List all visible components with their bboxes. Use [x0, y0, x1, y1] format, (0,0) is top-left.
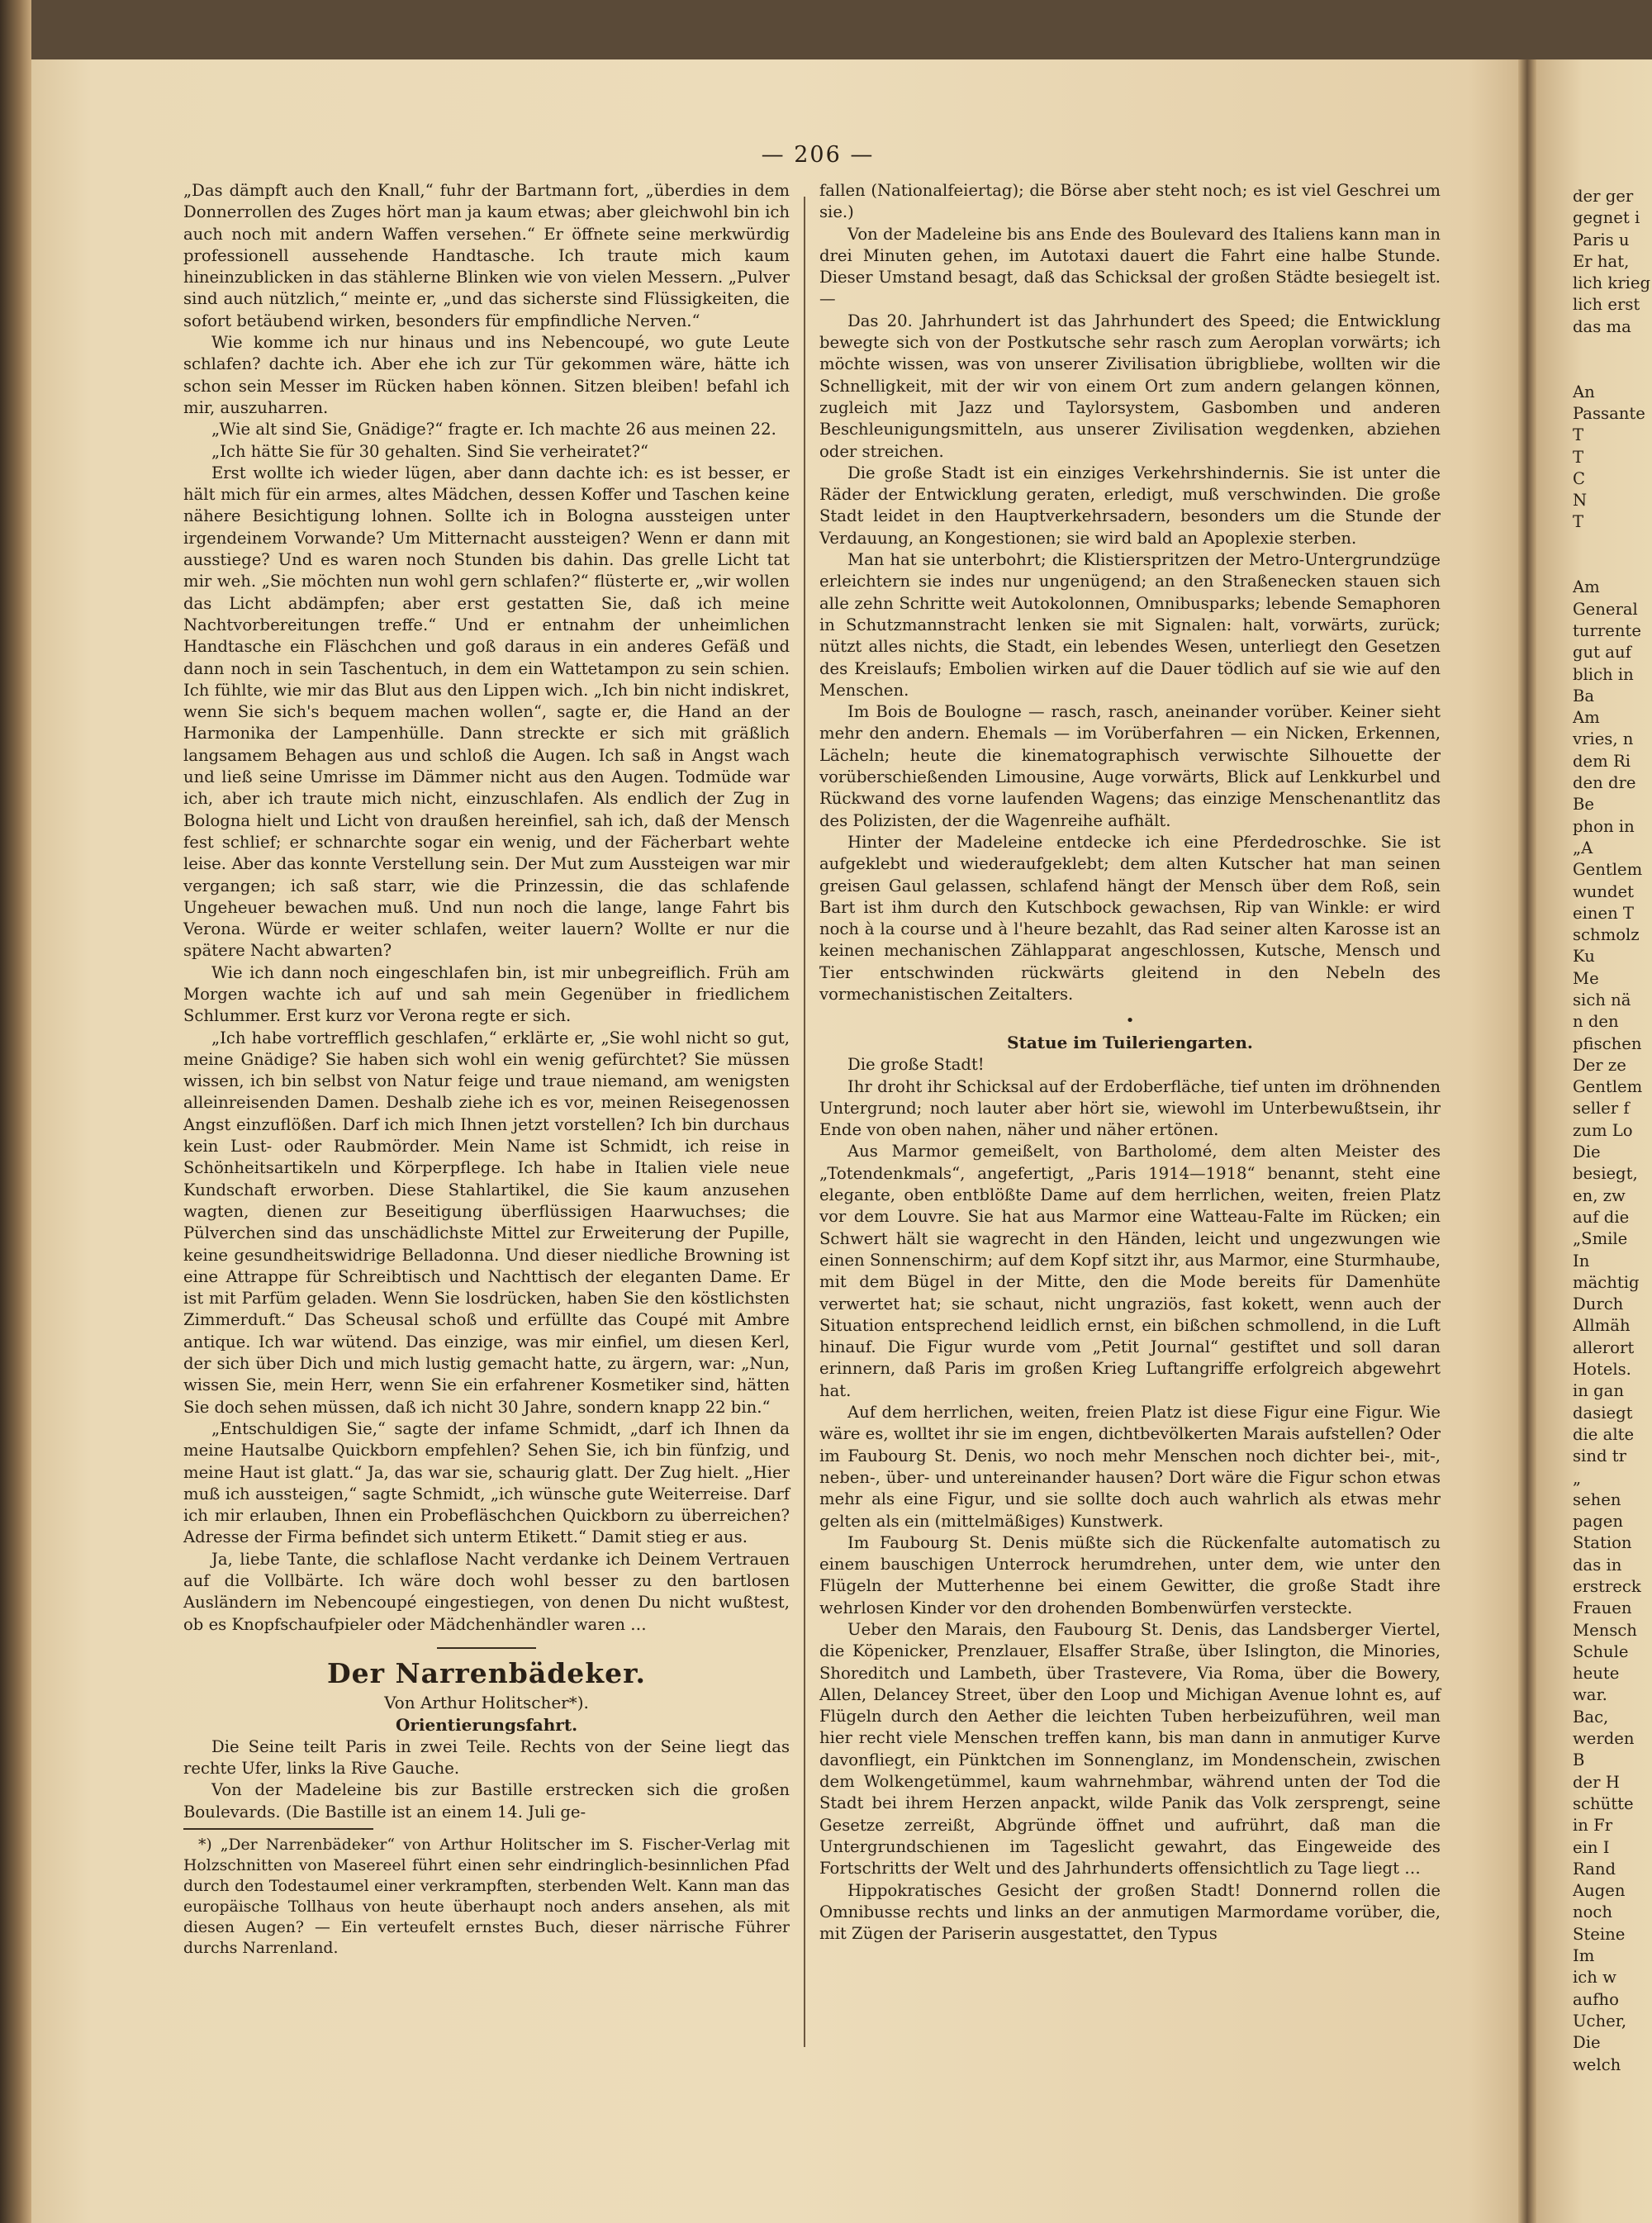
line-fragment: Passante [1573, 403, 1645, 423]
footnote-text: *) „Der Narrenbädeker“ von Arthur Holitscher im S. Fischer-Verlag mit Holzschnitten von Masereel führt einen sehr eindringlich-besinnlichen Pfad durch den Todestaumel einer verkrampften, sterbenden Welt. Kann man das europäische Tollhaus von heute überhaupt noch anders ansehen, als mit diesen Augen? — Ein verteufelt ernstes Buch, dieser närrische Führer durchs Narrenland. [183, 1836, 790, 1958]
paragraph: Wie ich dann noch eingeschlafen bin, ist mir unbegreiflich. Früh am Morgen wachte ich auf und sah mein Gegenüber in friedlichem Schlummer. Erst kurz vor Verona regte er sich. [183, 962, 790, 1026]
paragraph: „Entschuldigen Sie,“ sagte der infame Schmidt, „darf ich Ihnen da meine Hautsalbe Quickborn empfehlen? Sehen Sie, ich bin fünfzig, und meine Haut ist glatt.“ Ja, das war sie, schaurig glatt. Der Zug hielt. „Hier muß ich aussteigen,“ sagte Schmidt, „ich wünsche gute Weiterreise. Darf ich mir erlauben, Ihnen ein Probefläschchen Quickborn zu überreichen? Adresse der Firma befindet sich unterm Etikett.“ Damit stieg er aus. [183, 1418, 790, 1547]
article-subheading: Orientierungsfahrt. [395, 1714, 578, 1735]
line-fragment: dasiegt [1573, 1403, 1633, 1423]
book-gutter [1518, 59, 1536, 2223]
column-right-cut-off [1573, 186, 1652, 2076]
line-fragment: seller f [1573, 1099, 1630, 1119]
paragraph: Hippokratisches Gesicht der großen Stadt! Donnernd rollen die Omnibusse rechts und links an der anmutigen Marmordame vorüber, die, mit Zügen der Pariserin ausgestattet, den Typus [819, 1880, 1441, 1944]
line-fragment: noch [1573, 1902, 1613, 1922]
story-paragraphs [183, 180, 790, 1636]
paragraph: Von der Madeleine bis zur Bastille erstrecken sich die großen Boulevards. (Die Bastille ist an einem 14. Juli ge- [183, 1780, 790, 1822]
line-fragment: wundet [1573, 881, 1635, 901]
line-fragment: Rand [1573, 1859, 1616, 1879]
footnote [183, 1835, 790, 1959]
paragraph: „Ich habe vortrefflich geschlafen,“ erklärte er, „Sie wohl nicht so gut, meine Gnädige? Sie haben sich wohl ein wenig gefürchtet? Sie müssen wissen, ich bin selbst von Natur feige und traue niemand, am wenigsten alleinreisenden Damen. Deshalb ziehe ich es vor, meinen Reisegenossen Angst einzuflößen. Darf ich mich Ihnen jetzt vorstellen? Ich bin durchaus kein Lust- oder Raubmörder. Mein Name ist Schmidt, ich reise in Schönheitsartikeln und Körperpflege. Ich habe in Italien viele neue Kundschaft erworben. Diese Stahlartikel, die Sie kaum anzusehen wagten, dienen zur Beseitigung überflüssigen Haarwuchses; die Pülverchen sind das unschädlichste Mittel zur Erweiterung der Pupille, keine gesundheitswidrige Belladonna. Und dieser niedliche Browning ist eine Attrappe für Schreibtisch und Nachttisch der eleganten Dame. Er ist mit Parfüm geladen. Wenn Sie losdrücken, haben Sie den köstlichsten Zimmerduft.“ Das Scheusal schoß und erfüllte das Coupé mit Ambre antique. Ich war wütend. Das einzige, was mir einfiel, um diesen Kerl, der sich über Dich und mich lustig gemacht hatte, zu ärgern, war: „Nun, wissen Sie, mein Herr, wenn Sie ein erfahrener Kosmetiker sind, hätten Sie doch sehen müssen, daß ich nicht 30 Jahre, sondern knapp 22 bin.“ [183, 1028, 790, 1417]
line-fragment: In [1573, 1251, 1590, 1271]
article-byline: Von Arthur Holitscher*). [384, 1692, 589, 1712]
line-fragment: heute [1573, 1664, 1620, 1684]
line-fragment: Durch [1573, 1294, 1624, 1314]
line-fragment: werden [1573, 1729, 1635, 1749]
line-fragment: turrente [1573, 620, 1641, 640]
line-fragment: Ucher, [1573, 2011, 1627, 2031]
line-fragment: erstreck [1573, 1577, 1641, 1596]
line-fragment: pfischen [1573, 1033, 1642, 1053]
line-fragment: N [1573, 491, 1588, 511]
line-fragment: schütte [1573, 1793, 1634, 1813]
line-fragment: aufho [1573, 1989, 1619, 2009]
paragraph: Ueber den Marais, den Faubourg St. Denis, das Landsberger Viertel, die Köpenicker, Prenzlauer, Elsaffer Straße, über Islington, die Minories, Shoreditch und Lambeth, über Trastevere, Via Roma, über die Bowery, Allen, Delancey Street, über den Loop und Michigan Avenue lohnt es, auf Flügeln durch den Aether die leichten Tuben herbeizuführen, weil man hier recht viele Menschen treffen kann, bis man dann in anmutiger Kurve davonfliegt, ein Pünktchen im Sonnenglanz, im Mondenschein, zwischen dem Wolkengetümmel, kaum wahrnehmbar, während unten der Tod die Stadt bei ihrem Herzen anpackt, wilde Panik das Volk zersprengt, seine Gesetze zerreißt, Abgründe öffnet und aufrührt, daß man die Untergrundschienen im Tageslicht gewahrt, das Eingeweide des Fortschritts der Welt und des Jahrhunderts offensichtlich zu Tage liegt … [819, 1620, 1441, 1879]
line-fragment: mächtig [1573, 1272, 1640, 1292]
line-fragment: Im [1573, 1946, 1595, 1966]
line-fragment: Augen [1573, 1881, 1626, 1901]
column-left [183, 180, 790, 1959]
paragraph: Hinter der Madeleine entdecke ich eine Pferdedroschke. Sie ist aufgeklebt und wiederaufgeklebt; dem alten Kutscher hat man seinen greisen Gaul gelassen, schlafend hängt der Mensch über dem Roß, sein Bart ist ihm durch den Kutschbock gewachsen, Rip van Winkle: er wird noch à la course und à l'heure bezahlt, das Rad seiner alten Karosse ist an keinen mechanischen Zählapparat angeschlossen, Kutsche, Mensch und Tier entschwinden rückwärts gleitend in den Nebeln des vormechanistischen Zeitalters. [819, 832, 1441, 1004]
line-fragment: Station [1573, 1533, 1632, 1553]
line-fragment: en, zw [1573, 1185, 1626, 1205]
line-fragment: gegnet i [1573, 208, 1640, 228]
paragraph: „Wie alt sind Sie, Gnädige?“ fragte er. Ich machte 26 aus meinen 22. [211, 420, 776, 439]
line-fragment: ich w [1573, 1968, 1616, 1988]
line-fragment: Er hat, [1573, 251, 1630, 271]
line-fragment: in Fr [1573, 1816, 1613, 1836]
line-fragment: lich erst [1573, 295, 1640, 315]
line-fragment: T [1573, 425, 1584, 445]
line-fragment: Steine [1573, 1924, 1626, 1944]
paragraph: Das 20. Jahrhundert ist das Jahrhundert des Speed; die Entwicklung bewegte sich von der Postkutsche sehr rasch zum Aeroplan vorwärts; ich möchte wissen, was von unserer Zivilisation übrigbliebe, wollten wir die Schnelligkeit, mit der wir von einem Ort zum andern gelangen können, zugleich mit Jazz und Taylorsystem, Gasbomben und anderen Beschleunigungsmitteln, aus unserer Zivilisation wegdenken, abziehen oder streichen. [819, 311, 1441, 461]
line-fragment: Die [1573, 2033, 1601, 2053]
line-fragment: vries, n [1573, 729, 1634, 749]
line-fragment: einen T [1573, 903, 1634, 923]
paragraph: Auf dem herrlichen, weiten, freien Platz ist diese Figur eine Figur. Wie wäre es, wolltet ihr sie im engen, dichtbevölkerten Marais aufstellen? Oder im Faubourg St. Denis, wo noch mehr Menschen noch dichter bei-, mit-, neben-, über- und untereinander hausen? Dort wäre die Figur schon etwas mehr als eine Figur, und sie sollte doch auch wahrlich als etwas mehr gelten als ein (mittelmäßiges) Kunstwerk. [819, 1403, 1441, 1531]
line-fragment [1573, 534, 1652, 555]
line-fragment: Me [1573, 968, 1599, 988]
paragraph: Im Faubourg St. Denis müßte sich die Rückenfalte automatisch zu einem bauschigen Unterrock herumdrehen, unter dem, wie unter den Flügeln der Mutterhenne bei einem Gewitter, die große Stadt ihre wehrlosen Kinder vor den drohenden Bombenwürfen versteckte. [819, 1532, 1441, 1617]
line-fragment: C [1573, 468, 1585, 488]
paragraph: Von der Madeleine bis ans Ende des Boulevard des Italiens kann man in drei Minuten gehen, im Autotaxi dauert die Fahrt eine halbe Stunde. Dieser Umstand besagt, daß das Schicksal der großen Städte besiegelt ist. — [819, 224, 1441, 309]
line-fragment: der H [1573, 1772, 1620, 1792]
line-fragment: Ba [1573, 686, 1595, 705]
section-bullet: • [1125, 1012, 1135, 1030]
line-fragment: besiegt, [1573, 1164, 1638, 1184]
paragraph: Ihr droht ihr Schicksal auf der Erdoberfläche, tief unten im dröhnenden Untergrund; noch lauter aber hört sie, wiewohl im Unterbewußtsein, ihr Ende von oben nahen, näher und näher ertönen. [819, 1076, 1441, 1140]
line-fragment: das ma [1573, 316, 1631, 336]
line-fragment: allerort [1573, 1337, 1635, 1357]
paragraph: „Das dämpft auch den Knall,“ fuhr der Bartmann fort, „überdies in dem Donnerrollen des Zuges hört man ja kaum etwas; aber gleichwohl bin ich auch noch mit andern Waffen versehen.“ Er öffnete seine merkwürdig professionell aussehende Handtasche. Ich traute mich kaum hineinzublicken in das stählerne Blinken wie von vielen Messern. „Pulver sind auch nützlich,“ meinte er, „und das sicherste sind Flüssigkeiten, die sofort betäubend wirken, besonders für empfindliche Nerven.“ [183, 181, 790, 330]
section-divider [437, 1647, 536, 1649]
paragraph: Wie komme ich nur hinaus und ins Nebencoupé, wo gute Leute schlafen? dachte ich. Aber ehe ich zur Tür gekommen wäre, hätte ich schon sein Messer im Rücken haben können. Sitzen bleiben! befahl ich mir, auszuharren. [183, 333, 790, 417]
line-fragment [1573, 338, 1652, 359]
line-fragment: Hotels. [1573, 1360, 1631, 1380]
line-fragment: „ [1573, 1468, 1582, 1488]
line-fragment: sehen [1573, 1489, 1621, 1509]
line-fragment [1573, 359, 1652, 381]
line-fragment: Gentlem [1573, 1077, 1643, 1097]
line-fragment: Bac, [1573, 1707, 1609, 1727]
page-number: — 206 — [761, 142, 875, 168]
line-fragment: Paris u [1573, 230, 1630, 249]
paragraph: Ja, liebe Tante, die schlaflose Nacht verdanke ich Deinem Vertrauen auf die Vollbärte. Ich wäre doch wohl besser zu den bartlosen Ausländern im Nebencoupé eingestiegen, von denen Du nicht wußtest, ob es Knopfschaufpieler oder Mädchenhändler waren … [183, 1549, 790, 1634]
line-fragment: Be [1573, 795, 1594, 815]
line-fragment: n den [1573, 1012, 1619, 1032]
line-fragment: T [1573, 447, 1584, 467]
line-fragment: auf die [1573, 1207, 1630, 1227]
line-fragment: Gentlem [1573, 860, 1643, 880]
line-fragment: „A [1573, 838, 1593, 857]
line-fragment: An [1573, 382, 1595, 401]
article-title: Der Narrenbädeker. [326, 1656, 647, 1689]
paragraph: Erst wollte ich wieder lügen, aber dann dachte ich: es ist besser, er hält mich für ein armes, altes Mädchen, dessen Koffer und Taschen keine nähere Besichtigung lohnen. Sollte ich in Bologna aussteigen unter irgendeinem Vorwande? Um Mitternacht aussteigen? Wenn er dann mit ausstiege? Und es waren noch Stunden bis dahin. Das grelle Licht tat mir weh. „Sie möchten nun wohl gern schlafen?“ flüsterte er, „wir wollen das Licht abdämpfen; aber erst gestatten Sie, daß ich meine Nachtvorbereitungen treffe.“ Und er entnahm der unheimlichen Handtasche ein Fläschchen und goß daraus in ein anderes Gefäß und dann noch in sein Taschentuch, in dem ein Wattetampon zu sein schien. Ich fühlte, wie mir das Blut aus den Lippen wich. „Ich bin nicht indiskret, wenn Sie sich's bequem machen wollen“, sagte er, die Hand an der Harmonika der Lampenhülle. Dann streckte er sich mit gräßlich langsamem Behagen aus und schloß die Augen. Ich saß in Angst wach und ließ seine Umrisse im Dämmer nicht aus den Augen. Todmüde war ich, aber ich traute mich nicht, einzuschlafen. Als endlich der Zug in Bologna hielt und Licht von draußen hereinfiel, sah ich, daß der Mensch fest schlief; er schnarchte sogar ein wenig, und der Fächerbart wehte leise. Aber das konnte Verstellung sein. Der Mut zum Aussteigen war mir vergangen; ich saß starr, wie die Prinzessin, die das schlafende Ungeheuer bewachen muß. Und nun noch die lange, lange Fahrt bis Verona. Würde er weiter schlafen, weiter lauern? Wollte er nur die spätere Nacht abwarten? [183, 463, 790, 961]
column-rule [804, 197, 805, 2047]
paragraph: „Ich hätte Sie für 30 gehalten. Sind Sie verheiratet?“ [211, 441, 648, 461]
paragraph: Die große Stadt ist ein einziges Verkehrshindernis. Sie ist unter die Räder der Entwicklung geraten, erledigt, muß verschwinden. Die große Stadt leidet in den Hauptverkehrsadern, besonders um die Stunde der Verdauung, an Kongestionen; sie wird bald an Apoplexie sterben. [819, 463, 1441, 548]
line-fragment: lich krieg [1573, 273, 1650, 293]
paragraph: Im Bois de Boulogne — rasch, rasch, aneinander vorüber. Keiner sieht mehr den andern. Ehemals — im Vorüberfahren — ein Nicken, Erkennen, Lächeln; heute die kinematographisch verwischte Silhouette der vorüberschießenden Limousine, Auge vorwärts, Blick auf Lenkkurbel und Rückwand des vorne laufenden Wagens; das einzige Menschenantlitz das des Polizisten, der die Wagenreihe aufhält. [819, 702, 1441, 830]
paragraph: Man hat sie unterbohrt; die Klistierspritzen der Metro-Untergrundzüge erleichtern sie indes nur ungenügend; an den Straßenecken stauen sich alle zehn Schritte weit Autokolonnen, Omnibusparks; lebende Semaphoren in Schutzmannstracht lenken sie mit Signalen: halt, vorwärts, zurück; nützt alles nichts, die Stadt, ein lebendes Wesen, unterliegt den Gesetzen des Kreislaufs; Embolien wirken auf die Dauer tödlich auf sie wie auf den Menschen. [819, 550, 1441, 700]
line-fragment: T [1573, 512, 1584, 532]
line-fragment: das in [1573, 1555, 1622, 1575]
column-middle [819, 180, 1441, 1945]
paragraph: Die Seine teilt Paris in zwei Teile. Rechts von der Seine liegt das rechte Ufer, links la Rive Gauche. [183, 1736, 790, 1779]
line-fragment: „Smile [1573, 1229, 1628, 1249]
line-fragment: sind tr [1573, 1446, 1626, 1466]
line-fragment: sich nä [1573, 990, 1631, 1009]
book-spine-left [0, 0, 31, 2223]
line-fragment: der ger [1573, 187, 1634, 206]
line-fragment: Die [1573, 1142, 1601, 1162]
line-fragment: gut auf [1573, 643, 1631, 663]
line-fragment: Am [1573, 708, 1600, 728]
line-fragment: den dre [1573, 773, 1636, 793]
paragraph: fallen (Nationalfeiertag); die Börse aber steht noch; es ist viel Geschrei um sie.) [819, 181, 1441, 222]
line-fragment: Schule [1573, 1641, 1629, 1661]
line-fragment: in gan [1573, 1381, 1624, 1401]
line-fragment: General [1573, 599, 1638, 619]
line-fragment: welch [1573, 2054, 1621, 2074]
line-fragment: B [1573, 1750, 1585, 1770]
line-fragment: phon in [1573, 816, 1635, 836]
line-fragment [1573, 555, 1652, 577]
line-fragment: Allmäh [1573, 1316, 1631, 1336]
line-fragment: ein I [1573, 1837, 1610, 1857]
line-fragment: schmolz [1573, 925, 1640, 945]
paragraph: Die große Stadt! [847, 1055, 985, 1075]
line-fragment: war. [1573, 1685, 1607, 1705]
line-fragment: Frauen [1573, 1598, 1632, 1618]
line-fragment: die alte [1573, 1424, 1635, 1444]
line-fragment: blich in [1573, 664, 1634, 684]
section-heading: Statue im Tuileriengarten. [1007, 1033, 1253, 1053]
line-fragment: Ku [1573, 947, 1595, 967]
line-fragment: pagen [1573, 1512, 1623, 1532]
line-fragment: zum Lo [1573, 1120, 1633, 1140]
footnote-rule [183, 1828, 373, 1830]
paragraph: Aus Marmor gemeißelt, von Bartholomé, dem alten Meister des „Totendenkmals“, angefertigt, „Paris 1914—1918“ benannt, steht eine elegante, oben entblößte Dame auf dem herrlichen, weiten, freien Platz vor dem Louvre. Sie hat aus Marmor eine Watteau-Falte im Rücken; ein Schwert hält sie wagrecht in den Händen, leicht und ungezwungen wie einen Sonnenschirm; auf dem Kopf sitzt ihr, aus Marmor, eine Sturmhaube, mit dem Bügel in der Mitte, den die Mode bereits für Damenhüte verwertet hat; sie schaut, nicht ungraziös, fast kokett, wenn auch der Situation entsprechend leidlich ernst, ein bißchen schmollend, in die Luft hinauf. Die Figur wurde vom „Petit Journal“ gestiftet und soll daran erinnern, daß Paris im großen Krieg Luftangriffe erfolgreich abgewehrt hat. [819, 1142, 1441, 1400]
line-fragment: Mensch [1573, 1620, 1637, 1640]
line-fragment: Der ze [1573, 1055, 1626, 1075]
line-fragment: dem Ri [1573, 751, 1631, 771]
line-fragment: Am [1573, 577, 1600, 597]
